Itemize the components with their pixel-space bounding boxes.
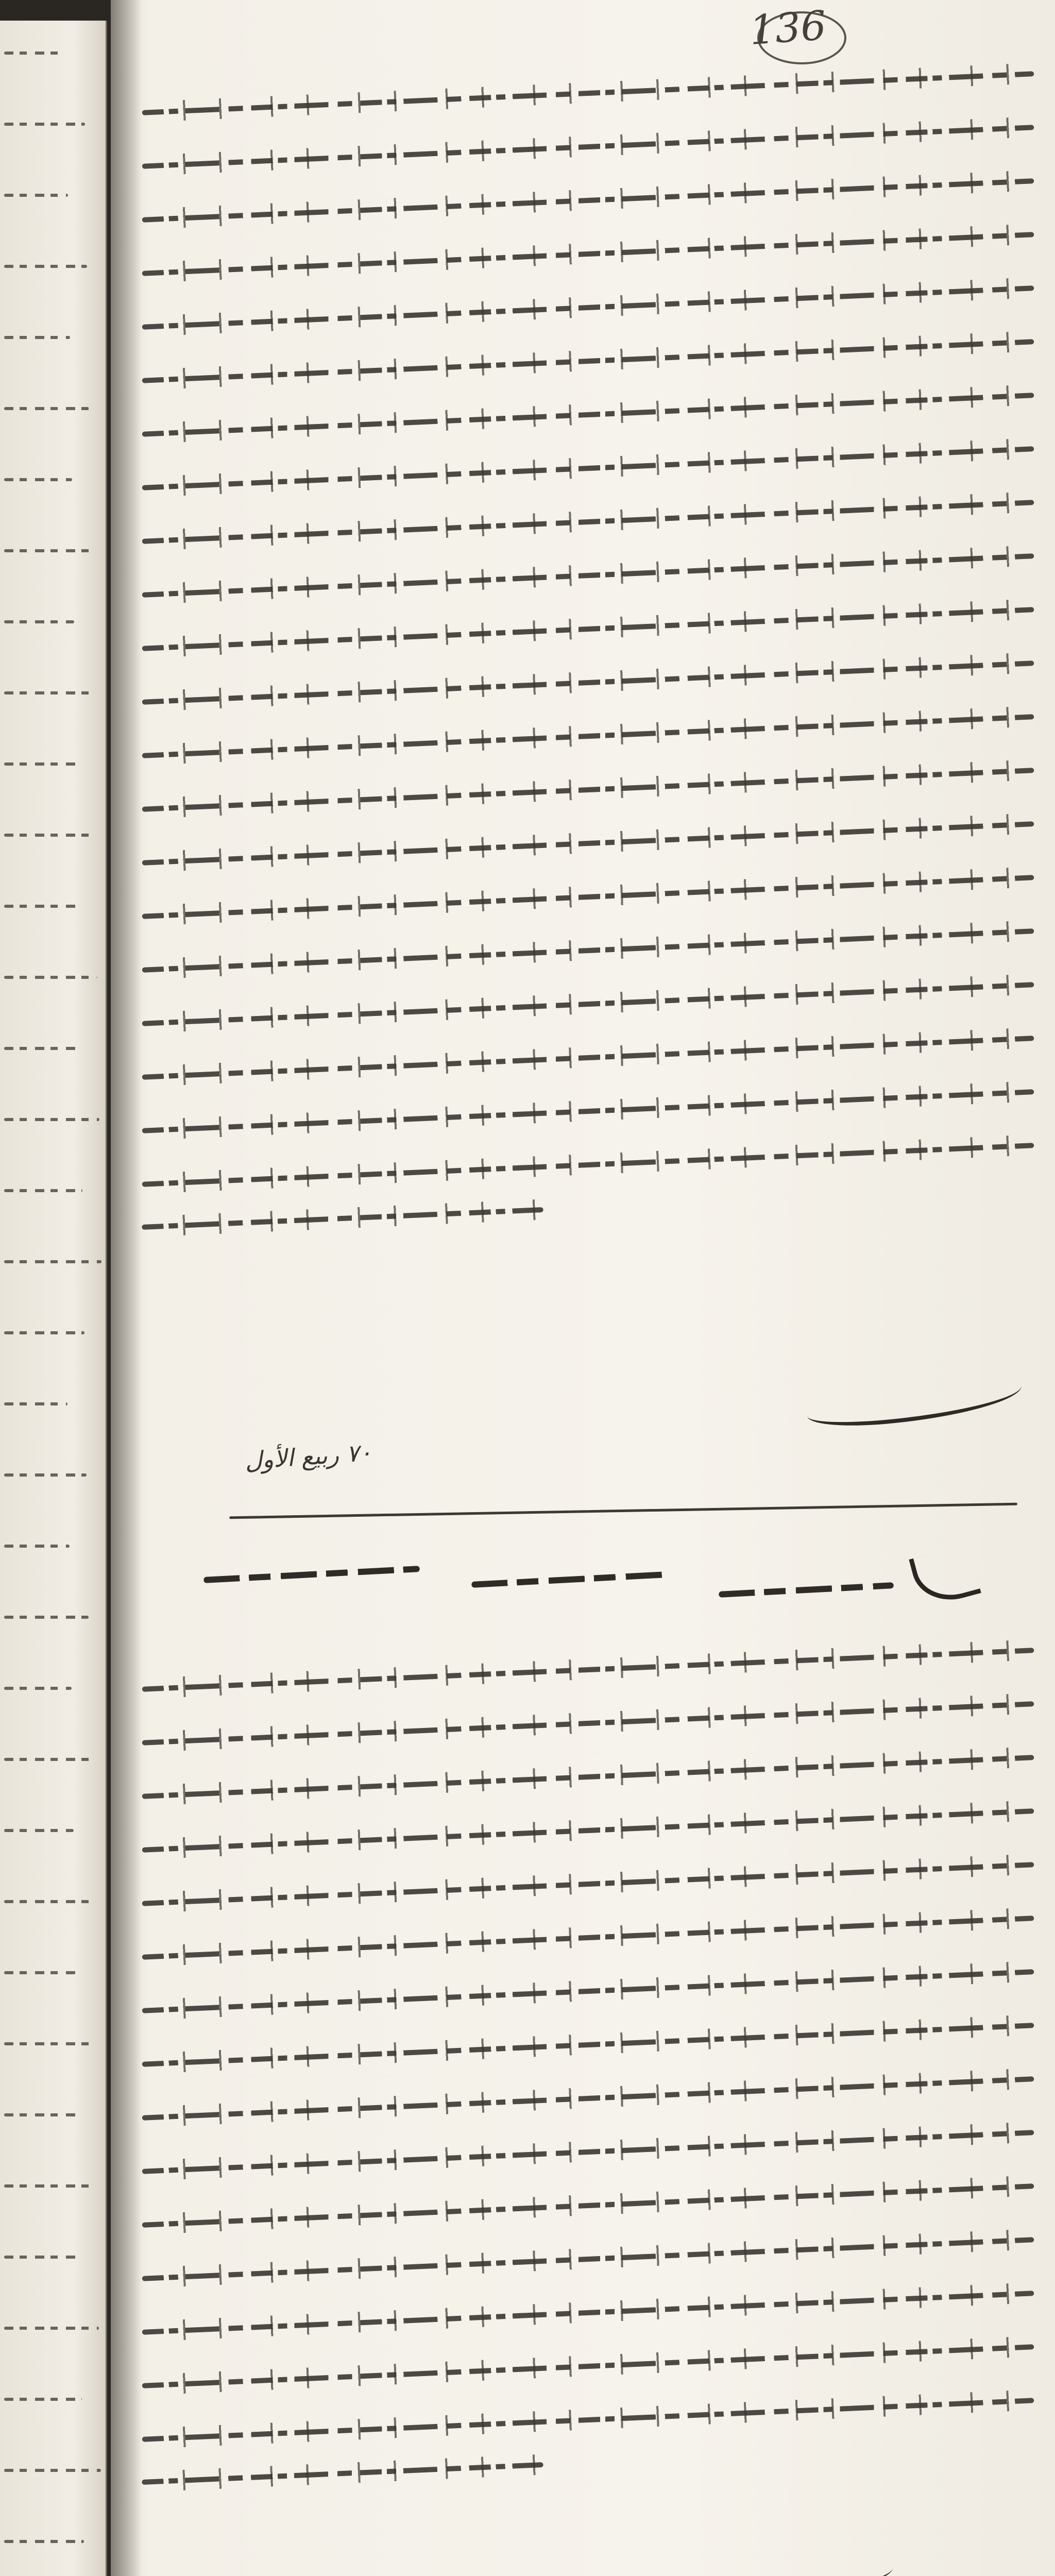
adjacent-page-line [4,1473,87,1477]
handwritten-line [142,822,1034,869]
adjacent-page-line [4,549,91,552]
handwritten-line [142,126,1034,172]
handwritten-line [142,1702,1034,1749]
handwritten-line [142,554,1034,601]
handwritten-line [142,1809,1034,1856]
handwritten-line [142,2077,1034,2124]
manuscript-page [111,0,1055,2576]
adjacent-page-line [4,2042,95,2045]
adjacent-page-line [4,407,89,410]
handwritten-line [142,447,1034,494]
adjacent-page-line [4,1687,72,1690]
entry-1-date-note: ٧٠ ربيع الأول [244,1438,373,1475]
handwritten-line [142,1090,1034,1137]
handwritten-line [142,608,1034,654]
adjacent-page-line [4,1331,84,1334]
witness-name-1 [719,1582,894,1598]
adjacent-page-line [4,2113,78,2116]
handwritten-line [142,1917,1034,1963]
handwritten-line [142,2238,1034,2284]
adjacent-page-line [4,834,95,837]
handwritten-line [142,2024,1034,2070]
adjacent-page-line [4,2540,84,2543]
handwritten-line [142,72,1034,118]
adjacent-page-line [4,1260,101,1263]
handwritten-line [142,662,1034,708]
adjacent-page-line [4,905,78,908]
handwritten-line [142,286,1034,333]
adjacent-page-line [4,1189,82,1192]
handwritten-line [142,983,1034,1029]
adjacent-page-line [4,1047,80,1050]
handwritten-line [142,876,1034,922]
handwritten-line [142,929,1034,976]
adjacent-page-line [4,1900,93,1903]
handwritten-line [142,715,1034,761]
adjacent-page-line [4,1118,99,1121]
handwritten-line [142,1144,1034,1190]
record-entry-2 [142,1649,1034,2506]
handwritten-line [142,1863,1034,1909]
adjacent-page-line [4,123,85,126]
handwritten-line [142,2452,1034,2499]
adjacent-page-line [4,2184,97,2188]
adjacent-page-line [4,478,72,481]
adjacent-page-line [4,2256,80,2259]
adjacent-page-line [4,1758,91,1761]
witness-mark-1 [909,1544,981,1608]
entry-separator-rule [229,1503,1017,1519]
adjacent-page-line [4,691,93,694]
handwritten-line [142,340,1034,386]
adjacent-page-line [4,265,87,268]
binding-gutter-shadow [111,0,142,2576]
folio-number: 136 [748,2,828,55]
handwritten-line [142,501,1034,547]
adjacent-page-line [4,762,76,766]
entry-2-closing-flourish [624,2552,895,2576]
adjacent-page-line [4,1971,76,1974]
handwritten-line [142,394,1034,440]
handwritten-line [142,769,1034,815]
handwritten-line [142,1649,1034,1695]
adjacent-page-line [4,2398,82,2401]
adjacent-page-line [4,976,97,979]
handwritten-line [142,2345,1034,2392]
witness-name-3 [203,1566,420,1583]
handwritten-line [142,2292,1034,2338]
entry-1-closing-flourish [805,1369,1024,1432]
adjacent-page-line [4,336,70,339]
adjacent-page-line [4,1545,70,1548]
witness-name-2 [471,1571,667,1588]
adjacent-page-line [4,620,74,623]
handwritten-line [142,2399,1034,2445]
handwritten-line [142,1756,1034,1802]
handwritten-line [142,1037,1034,1083]
record-entry-1 [142,72,1034,1251]
handwritten-line [142,233,1034,279]
adjacent-page-line [4,2469,101,2472]
adjacent-page-line [4,1829,74,1832]
adjacent-page-line [4,52,66,55]
handwritten-line [142,1197,1034,1244]
adjacent-page-strip [0,21,107,2576]
adjacent-page-line [4,2327,99,2330]
handwritten-line [142,2184,1034,2231]
adjacent-page-line [4,1402,67,1405]
handwritten-line [142,1970,1034,2016]
adjacent-page-line [4,194,68,197]
handwritten-line [142,2131,1034,2177]
handwritten-line [142,179,1034,226]
adjacent-page-line [4,1616,89,1619]
